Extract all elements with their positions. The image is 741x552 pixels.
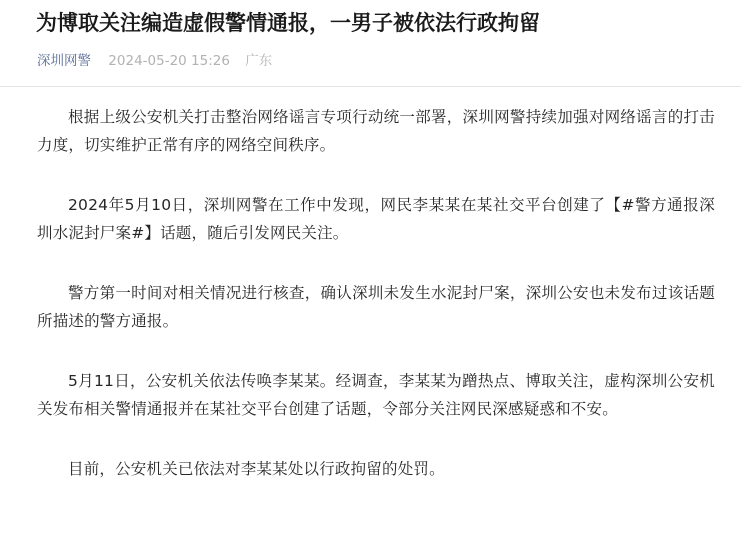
article-title: 为博取关注编造虚假警情通报，一男子被依法行政拘留 bbox=[36, 11, 540, 35]
paragraph-3: 警方第一时间对相关情况进行核查，确认深圳未发生水泥封尸案，深圳公安也未发布过该话题所描述的警方通报。 bbox=[37, 284, 715, 330]
article-body bbox=[37, 103, 715, 483]
ip-location: 广东 bbox=[245, 53, 273, 69]
paragraph-2: 2024年5月10日，深圳网警在工作中发现，网民李某某在某社交平台创建了【#警方通报深圳水泥封尸案#】话题，随后引发网民关注。 bbox=[37, 196, 715, 242]
source-link[interactable]: 深圳网警 bbox=[37, 53, 91, 69]
publish-time: 2024-05-20 15:26 bbox=[108, 53, 230, 69]
header-divider bbox=[0, 86, 741, 87]
paragraph-1: 根据上级公安机关打击整治网络谣言专项行动统一部署，深圳网警持续加强对网络谣言的打击力度，切实维护正常有序的网络空间秩序。 bbox=[37, 108, 715, 154]
paragraph-5: 目前，公安机关已依法对李某某处以行政拘留的处罚。 bbox=[68, 460, 445, 478]
paragraph-4: 5月11日，公安机关依法传唤李某某。经调查，李某某为蹭热点、博取关注，虚构深圳公安机关发布相关警情通报并在某社交平台创建了话题，令部分关注网民深感疑惑和不安。 bbox=[37, 372, 715, 418]
article-meta bbox=[37, 52, 272, 70]
